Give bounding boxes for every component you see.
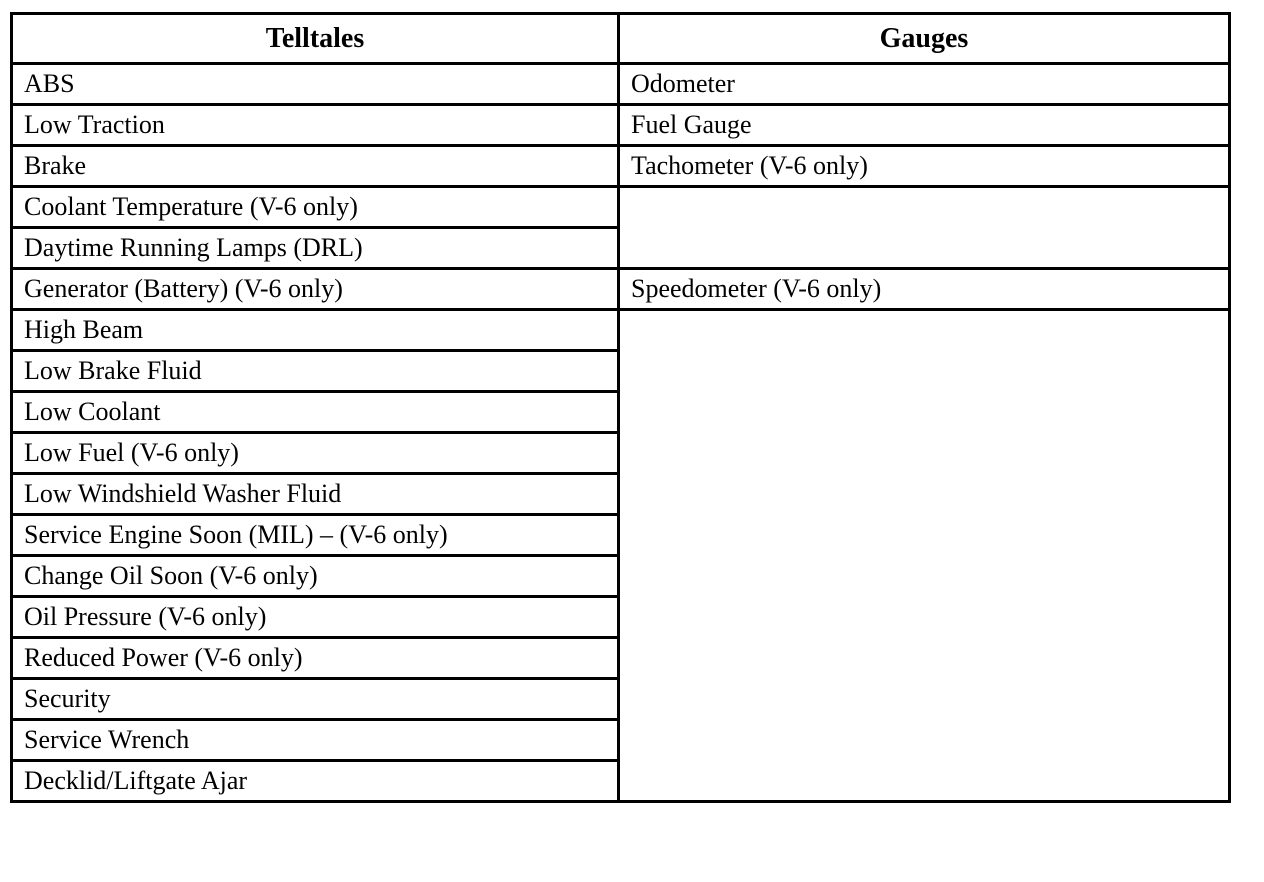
telltales-gauges-table-container (10, 12, 1228, 866)
telltale-cell: Reduced Power (V-6 only) (12, 638, 619, 679)
table-row (12, 146, 1230, 187)
telltale-cell: Generator (Battery) (V-6 only) (12, 269, 619, 310)
telltale-cell: Decklid/Liftgate Ajar (12, 761, 619, 802)
telltale-cell: High Beam (12, 310, 619, 351)
telltales-header: Telltales (12, 14, 619, 64)
header-row (12, 14, 1230, 64)
telltale-cell: Low Fuel (V-6 only) (12, 433, 619, 474)
telltale-cell: Change Oil Soon (V-6 only) (12, 556, 619, 597)
gauge-cell-empty (619, 187, 1230, 269)
table-row (12, 187, 1230, 228)
gauge-cell: Odometer (619, 64, 1230, 105)
table-row (12, 105, 1230, 146)
telltale-cell: Oil Pressure (V-6 only) (12, 597, 619, 638)
gauge-cell: Fuel Gauge (619, 105, 1230, 146)
gauge-cell: Speedometer (V-6 only) (619, 269, 1230, 310)
telltale-cell: Coolant Temperature (V-6 only) (12, 187, 619, 228)
telltale-cell: ABS (12, 64, 619, 105)
table-row (12, 64, 1230, 105)
telltales-gauges-table (10, 12, 1231, 803)
telltale-cell: Service Engine Soon (MIL) – (V-6 only) (12, 515, 619, 556)
telltale-cell: Daytime Running Lamps (DRL) (12, 228, 619, 269)
table-row (12, 310, 1230, 351)
telltale-cell: Low Brake Fluid (12, 351, 619, 392)
gauge-cell-empty (619, 310, 1230, 802)
gauges-header: Gauges (619, 14, 1230, 64)
telltale-cell: Low Windshield Washer Fluid (12, 474, 619, 515)
telltale-cell: Service Wrench (12, 720, 619, 761)
table-row (12, 269, 1230, 310)
telltale-cell: Security (12, 679, 619, 720)
gauge-cell: Tachometer (V-6 only) (619, 146, 1230, 187)
telltale-cell: Low Coolant (12, 392, 619, 433)
telltale-cell: Low Traction (12, 105, 619, 146)
telltale-cell: Brake (12, 146, 619, 187)
